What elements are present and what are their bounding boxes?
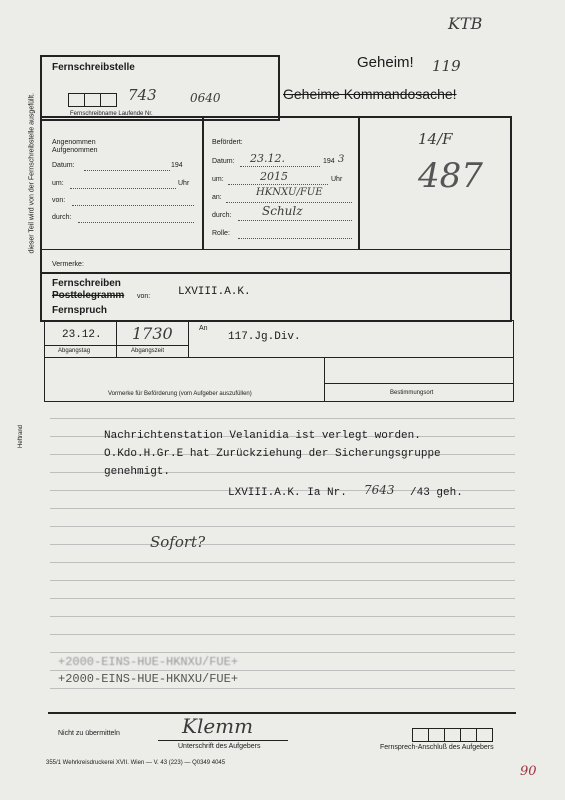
dotted-line [78,222,194,223]
ruled-line [50,616,515,617]
grid-divider [358,116,360,250]
forwarded-datum-label: Datum: [212,158,235,165]
bestimmungsort-label: Bestimmungsort [390,390,434,396]
grid-divider [40,272,512,274]
ruled-line [50,526,515,527]
forwarded-durch-label: durch: [212,212,232,219]
ktb-annotation: KTB [448,14,483,33]
fernschreiben-label: Fernschreiben [52,278,121,289]
ruled-line [50,544,515,545]
reference-suffix: /43 geh. [410,487,463,499]
received-datum-label: Datum: [52,162,75,169]
dotted-line [70,188,176,189]
dotted-line [240,166,320,167]
ruled-line [50,562,515,563]
abgangstag-label: Abgangstag [58,348,91,354]
footer-divider [48,712,516,714]
fernspruch-label: Fernspruch [52,305,108,316]
grid-divider [188,320,189,358]
angenommen-label: Angenommen [52,139,96,146]
printer-line: 355/1 Wehrkreisdruckerei XVII. Wien — V. 43 (223) — Q0349 4045 [46,760,226,766]
dotted-line [226,202,352,203]
square [428,728,445,742]
vormerke-label: Vormerke für Beförderung (vom Aufgeber auszufüllen) [108,391,252,397]
forwarded-uhr: Uhr [331,176,343,183]
received-von-label: von: [52,197,66,204]
time-code-value: 0640 [190,91,221,105]
ruled-line [50,670,515,671]
big-number-annotation: 487 [418,156,483,196]
dotted-line [238,220,352,221]
fernsprech-squares [412,726,492,744]
reference-prefix: LXVIII.A.K. Ia Nr. [228,487,347,499]
square [444,728,461,742]
ruled-line [50,598,515,599]
forwarded-date-value: 23.12. [250,152,285,165]
unterschrift-label: Unterschrift des Aufgebers [178,743,261,750]
signature-middle: Sofort? [150,533,206,551]
message-line-3: genehmigt. [104,466,171,478]
abgangstag-value: 23.12. [62,329,102,341]
square [412,728,429,742]
forwarded-year-suffix: 3 [338,154,345,165]
grid-divider [116,320,117,358]
geheime-kommandosache-label: Geheime Kommandosache! [283,86,457,102]
grid-divider [44,345,188,346]
dotted-line [228,184,328,185]
ruled-line [50,652,515,653]
side-instruction: dieser Teil wird von der Fernschreibstelle ausgefüllt. [28,92,36,254]
ruled-line [50,634,515,635]
nicht-ubermitteln-label: Nicht zu übermitteln [58,730,120,737]
square [100,93,117,107]
number-annotation: 119 [432,57,461,75]
fernsprech-label: Fernsprech-Anschluß des Aufgebers [380,744,494,751]
received-uhr: Uhr [178,180,190,187]
grid-divider [40,249,512,250]
an-label: An [199,325,208,332]
grid-divider [324,357,325,402]
grid-divider [202,116,204,250]
stamp-line-2: +2000-EINS-HUE-HKNXU/FUE+ [58,672,239,686]
signature-line [158,740,288,741]
message-line-1: Nachrichtenstation Velanidia ist verlegt worden. [104,430,421,442]
vermerke-label: Vermerke: [52,261,84,268]
dotted-line [238,238,352,239]
reference-number: 7643 [364,483,395,497]
geheim-label: Geheim! [357,54,414,71]
type-von-label: von: [137,293,151,300]
lfd-nr-value: 743 [128,86,157,104]
forwarded-time-value: 2015 [260,170,288,183]
befordert-label: Befördert: [212,139,243,146]
sender-value: LXVIII.A.K. [178,286,251,298]
recipient-value: 117.Jg.Div. [228,331,301,343]
received-year: 194 [171,162,183,169]
forwarded-an-label: an: [212,194,222,201]
dotted-line [72,205,194,206]
grid-divider [324,383,514,384]
heftrand-label: Heftrand [18,424,24,448]
square [476,728,493,742]
forwarded-rolle-label: Rolle: [212,230,230,237]
ruled-line [50,508,515,509]
posttelegramm-label: Posttelegramm [52,290,125,301]
lfd-nr-squares [68,91,116,109]
forwarded-durch-value: Schulz [262,204,303,218]
abgangszeit-value: 1730 [132,324,173,343]
square [68,93,85,107]
fernschreibstelle-label: Fernschreibstelle [52,62,135,73]
received-durch-label: durch: [52,214,72,221]
ruled-line [50,418,515,419]
forwarded-year-prefix: 194 [323,158,335,165]
ruled-line [50,580,515,581]
forwarded-an-value: HKNXU/FUE [256,187,323,198]
forwarded-um-label: um: [212,176,224,183]
abgangszeit-label: Abgangszeit [131,348,165,354]
fernschreibname-label: Fernschreibname Laufende Nr. [70,111,153,117]
file-number-annotation: 14/F [418,130,453,148]
square [84,93,101,107]
ruled-line [50,688,515,689]
aufgenommen-label: Aufgenommen [52,147,98,154]
page-number-annotation: 90 [520,764,537,779]
square [460,728,477,742]
signature-bottom: Klemm [182,714,254,738]
dotted-line [84,170,170,171]
message-line-2: O.Kdo.H.Gr.E hat Zurückziehung der Sicherungsgruppe [104,448,441,460]
stamp-line-1: +2000-EINS-HUE-HKNXU/FUE+ [58,655,239,669]
received-um-label: um: [52,180,64,187]
